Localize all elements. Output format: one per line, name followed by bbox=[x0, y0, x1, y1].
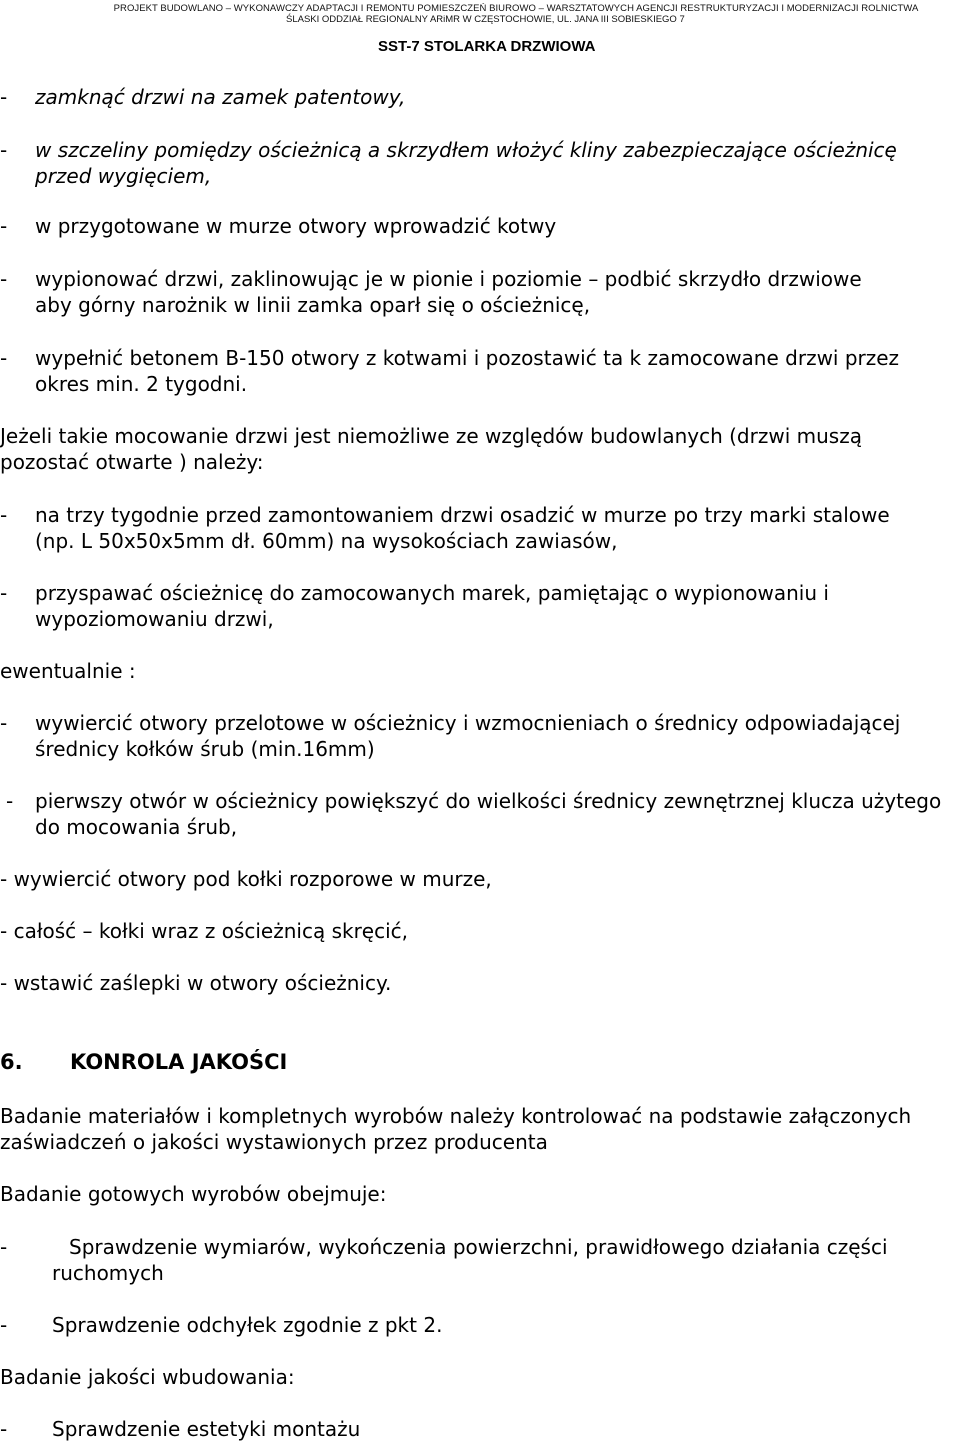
list-text: średnicy kołków śrub (min.16mm) bbox=[35, 737, 375, 761]
list-dash: - bbox=[0, 85, 8, 109]
list-text: w szczeliny pomiędzy ościeżnicą a skrzydłem włożyć kliny zabezpieczające ościeżnicę bbox=[35, 138, 897, 162]
list-text: do mocowania śrub, bbox=[35, 815, 238, 839]
list-text: wypoziomowaniu drzwi, bbox=[35, 607, 274, 631]
list-text: na trzy tygodnie przed zamontowaniem drzwi osadzić w murze po trzy marki stalowe bbox=[35, 503, 890, 527]
paragraph-line: pozostać otwarte ) należy: bbox=[0, 450, 264, 474]
list-text: zamknąć drzwi na zamek patentowy, bbox=[35, 85, 406, 109]
list-text: w przygotowane w murze otwory wprowadzić kotwy bbox=[35, 214, 557, 238]
list-text: - wstawić zaślepki w otwory ościeżnicy. bbox=[0, 971, 392, 995]
section-heading bbox=[0, 1049, 287, 1075]
list-text: Sprawdzenie estetyki montażu bbox=[52, 1417, 361, 1441]
section-title: KONROLA JAKOŚCI bbox=[70, 1050, 288, 1074]
section-code: SST-7 STOLARKA DRZWIOWA bbox=[378, 38, 596, 55]
list-text: przed wygięciem, bbox=[35, 164, 212, 188]
list-text: - wywiercić otwory pod kołki rozporowe w murze, bbox=[0, 867, 492, 891]
paragraph-line: Badanie gotowych wyrobów obejmuje: bbox=[0, 1182, 387, 1206]
list-text: pierwszy otwór w ościeżnicy powiększyć do wielkości średnicy zewnętrznej klucza użytego bbox=[35, 789, 942, 813]
list-text: okres min. 2 tygodni. bbox=[35, 372, 248, 396]
list-dash: - bbox=[0, 138, 8, 162]
header-address: ŚLASKI ODDZIAŁ REGIONALNY ARiMR W CZĘSTOCHOWIE, UL. JANA III SOBIESKIEGO 7 bbox=[286, 14, 685, 25]
list-dash: - bbox=[0, 267, 8, 291]
list-text: aby górny narożnik w linii zamka oparł się o ościeżnicę, bbox=[35, 293, 591, 317]
list-dash: - bbox=[0, 346, 8, 370]
paragraph-line: Badanie materiałów i kompletnych wyrobów należy kontrolować na podstawie załączonych bbox=[0, 1104, 912, 1128]
list-dash: - bbox=[0, 1235, 8, 1259]
list-dash: - bbox=[0, 581, 8, 605]
list-text: wypionować drzwi, zaklinowując je w pionie i poziomie – podbić skrzydło drzwiowe bbox=[35, 267, 862, 291]
list-text: ruchomych bbox=[52, 1261, 164, 1285]
list-dash: - bbox=[0, 1417, 8, 1441]
list-dash: - bbox=[0, 214, 8, 238]
list-text: - całość – kołki wraz z ościeżnicą skręcić, bbox=[0, 919, 408, 943]
paragraph-line: ewentualnie : bbox=[0, 659, 136, 683]
paragraph-line: Jeżeli takie mocowanie drzwi jest niemożliwe ze względów budowlanych (drzwi muszą bbox=[0, 424, 862, 448]
list-text: Sprawdzenie odchyłek zgodnie z pkt 2. bbox=[52, 1313, 443, 1337]
list-dash: - bbox=[0, 711, 8, 735]
list-dash: - bbox=[0, 503, 8, 527]
list-text: wypełnić betonem B-150 otwory z kotwami i pozostawić ta k zamocowane drzwi przez bbox=[35, 346, 900, 370]
header-project-title: PROJEKT BUDOWLANO – WYKONAWCZY ADAPTACJI I REMONTU POMIESZCZEŃ BIUROWO – WARSZTATOWYCH AGENCJI RESTRUKTURYZACJI I MODERNIZACJI ROLNICTWA bbox=[113, 3, 919, 14]
paragraph-line: Badanie jakości wbudowania: bbox=[0, 1365, 295, 1389]
list-text: wywiercić otwory przelotowe w ościeżnicy i wzmocnieniach o średnicy odpowiadającej bbox=[35, 711, 901, 735]
section-number: 6. bbox=[0, 1050, 23, 1074]
list-text: Sprawdzenie wymiarów, wykończenia powierzchni, prawidłowego działania części bbox=[69, 1235, 888, 1259]
list-dash: - bbox=[6, 789, 14, 813]
paragraph-line: zaświadczeń o jakości wystawionych przez producenta bbox=[0, 1130, 548, 1154]
list-text: (np. L 50x50x5mm dł. 60mm) na wysokościach zawiasów, bbox=[35, 529, 618, 553]
list-text: przyspawać ościeżnicę do zamocowanych marek, pamiętając o wypionowaniu i bbox=[35, 581, 829, 605]
list-dash: - bbox=[0, 1313, 8, 1337]
